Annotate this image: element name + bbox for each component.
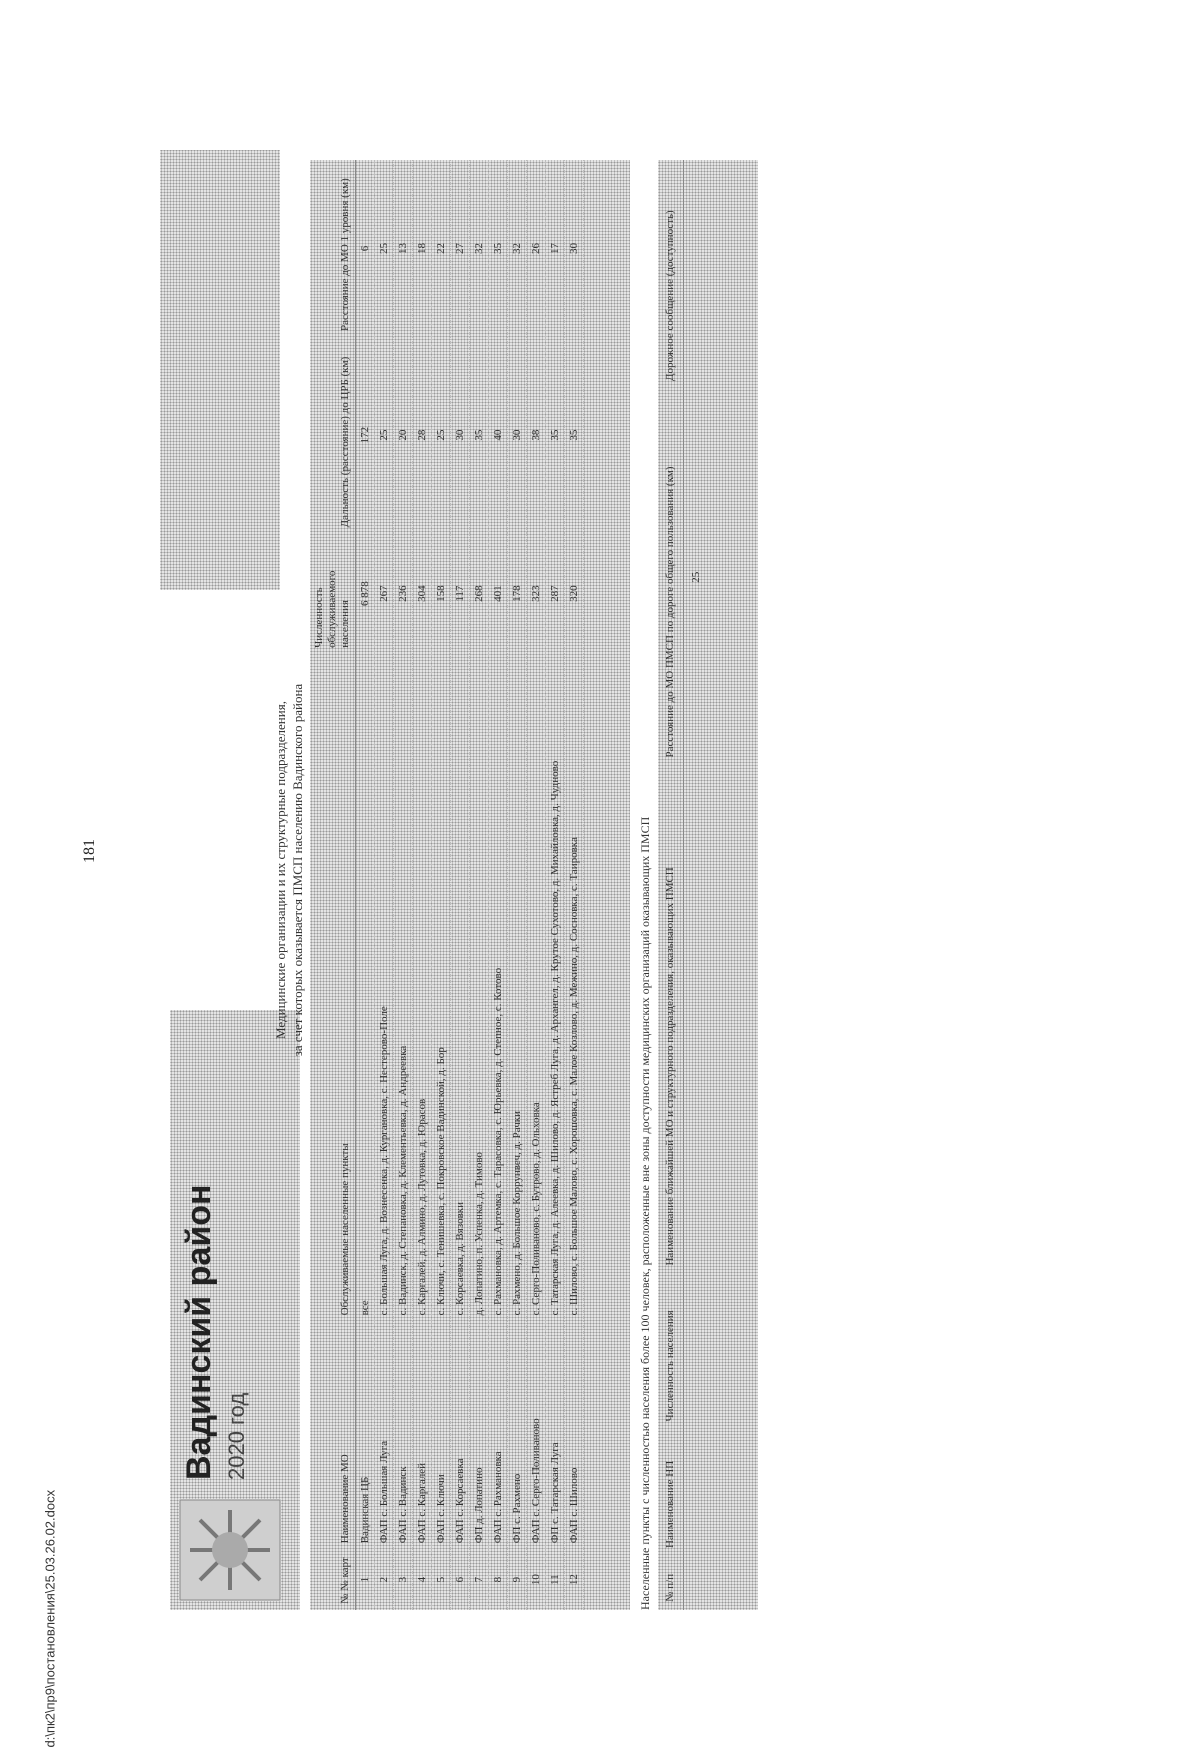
cell-population: 401 [489,533,508,654]
table-row [356,160,375,1610]
cell-mo: ФАП с. Серго-Поливаново [527,1321,546,1549]
sub-table-header-row [658,160,684,1610]
cell-no: 3 [394,1549,413,1610]
region-name: Вадинский район [180,1184,218,1480]
column-header-mo: Наименование МО [310,1321,356,1549]
table-row [451,160,470,1610]
column-header-population: Численность обслуживаемого населения [310,533,356,654]
cell-no: 10 [527,1549,546,1610]
sub-column-header-population: Численность населения [658,1274,684,1430]
cell-population: 304 [413,533,432,654]
cell-road: 30 [565,160,584,337]
cell-points: с. Вадинск, д. Степановка, д. Клементьевка, д. Андреевка [394,654,413,1321]
cell-no: 1 [356,1549,375,1610]
table-row [508,160,527,1610]
sub-cell-distance: 25 [690,571,702,583]
cell-road: 17 [546,160,565,337]
cell-population: 178 [508,533,527,654]
cell-distance: 38 [527,337,546,533]
cell-mo: ФАП с. Каргалей [413,1321,432,1549]
scanned-sheet [160,140,780,1620]
cell-mo: Вадинская ЦБ [356,1321,375,1549]
cell-population: 287 [546,533,565,654]
cell-distance: 40 [489,337,508,533]
cell-population: 268 [470,533,489,654]
medical-organizations-table-area [310,160,630,1610]
cell-points: с. Рахмено, д. Большое Коррунвеч, д. Рачки [508,654,527,1321]
cell-road: 32 [508,160,527,337]
cell-distance: 28 [413,337,432,533]
table-row [470,160,489,1610]
cell-points: д. Лопатино, п. Успенка, д. Тимово [470,654,489,1321]
top-right-frame [160,150,280,590]
cell-points: с. Шилово, с. Большое Малово, с. Хорошовка, с. Малое Козлово, д. Межино, д. Сосновка, с. Таировка [565,654,584,1321]
page-number: 181 [81,839,98,863]
table-row [546,160,565,1610]
cell-distance: 172 [356,337,375,533]
cell-mo: ФАП с. Большая Луга [375,1321,394,1549]
cell-points: с. Ключи, с. Тенишевка, с. Покровское Вадинской, д. Бор [432,654,451,1321]
cell-mo: ФАП с. Вадинск [394,1321,413,1549]
cell-road: 26 [527,160,546,337]
cell-no: 6 [451,1549,470,1610]
table-row [489,160,508,1610]
cell-points: с. Большая Луга, д. Вознесенка, д. Кургановка, с. Нестерово-Поле [375,654,394,1321]
table-row [565,160,584,1610]
table-row [413,160,432,1610]
sub-column-header-road: Дорожное сообщение (доступность) [658,160,684,389]
sub-column-header-distance: Расстояние до МО ПМСП по дороге общего пользования (км) [658,389,684,766]
cell-road: 27 [451,160,470,337]
cell-no: 9 [508,1549,527,1610]
cell-road: 18 [413,160,432,337]
file-path-footer: d:\пк2\пр9\постановления\25.03.26.02.docx [42,1489,58,1748]
table-row [432,160,451,1610]
cell-road: 35 [489,160,508,337]
cell-population: 117 [451,533,470,654]
column-header-road: Расстояние до МО 1 уровня (км) [310,160,356,337]
cell-distance: 35 [546,337,565,533]
cell-distance: 25 [375,337,394,533]
sub-section-table-area [658,160,758,1610]
cell-population: 323 [527,533,546,654]
scanned-sheet-wrapper [160,140,780,1620]
sub-section-table [658,160,708,1610]
cell-distance: 30 [508,337,527,533]
column-header-distance: Дальность (расстояние) до ЦРБ (км) [310,337,356,533]
cell-population: 267 [375,533,394,654]
cell-mo: ФАП с. Корсаевка [451,1321,470,1549]
sub-column-header-no: № п/п [658,1556,684,1610]
cell-distance: 20 [394,337,413,533]
cell-points: с. Рахмановка, д. Артемка, с. Тарасовка, с. Юрьевка, д. Степное, с. Котово [489,654,508,1321]
medical-organizations-table [310,160,584,1610]
cell-mo: ФАП с. Шилово [565,1321,584,1549]
cell-no: 12 [565,1549,584,1610]
sub-column-header-mo: Наименование ближайшей МО и структурного подразделения, оказывающих ПМСП [658,766,684,1274]
cell-mo: ФП д. Лопатино [470,1321,489,1549]
table-title-line-1: Медицинские организации и их структурные подразделения, [273,701,288,1039]
cell-no: 2 [375,1549,394,1610]
column-header-points: Обслуживаемые населенные пункты [310,654,356,1321]
cell-points: все [356,654,375,1321]
cell-distance: 25 [432,337,451,533]
cell-mo: ФАП с. Рахмановка [489,1321,508,1549]
sub-cell-population [684,1274,709,1430]
cell-road: 25 [375,160,394,337]
sub-table-row [684,160,709,1610]
table-row [527,160,546,1610]
sub-cell-no [684,1556,709,1610]
sub-cell-mo [684,766,709,1274]
cell-road: 32 [470,160,489,337]
column-header-no: № № карт [310,1549,356,1610]
cell-points: с. Серго-Поливаново, с. Бутрово, д. Ольховка [527,654,546,1321]
cell-population: 236 [394,533,413,654]
table-header-row [310,160,356,1610]
cell-no: 7 [470,1549,489,1610]
cell-no: 8 [489,1549,508,1610]
cell-population: 6 878 [356,533,375,654]
table-row [394,160,413,1610]
sub-cell-road [684,160,709,389]
cell-distance: 30 [451,337,470,533]
cell-points: с. Каргалей, д. Алмино, д. Лутовка, д. Юрасов [413,654,432,1321]
region-year: 2020 год [224,1392,249,1480]
sub-section-title: Населенные пункты с численностью населения более 100 человек, расположенные вне зоны доступности медицинских организаций оказывающих ПМСП [638,816,652,1610]
cell-points: с. Татарская Луга, д. Алеевка, д. Шилово, д. Ястреб Луга, д. Архангел, д. Крутое Сухотово, д. Михайловка, д. Чудново [546,654,565,1321]
cell-mo: ФП с. Татарская Луга [546,1321,565,1549]
sub-column-header-name: Наименование НП [658,1429,684,1556]
cell-road: 13 [394,160,413,337]
cell-road: 6 [356,160,375,337]
cell-no: 4 [413,1549,432,1610]
cell-no: 11 [546,1549,565,1610]
cell-population: 158 [432,533,451,654]
sub-cell-name [684,1429,709,1556]
cell-road: 22 [432,160,451,337]
coat-of-arms-icon [170,1490,290,1610]
cell-mo: ФАП с. Ключи [432,1321,451,1549]
cell-points: с. Корсаевка, д. Вязовки [451,654,470,1321]
cell-distance: 35 [565,337,584,533]
cell-mo: ФП с. Рахмено [508,1321,527,1549]
table-title [272,420,306,1320]
table-row [375,160,394,1610]
table-title-line-2: за счет которых оказывается ПМСП населению Вадинского района [290,683,305,1057]
cell-population: 320 [565,533,584,654]
cell-distance: 35 [470,337,489,533]
cell-no: 5 [432,1549,451,1610]
